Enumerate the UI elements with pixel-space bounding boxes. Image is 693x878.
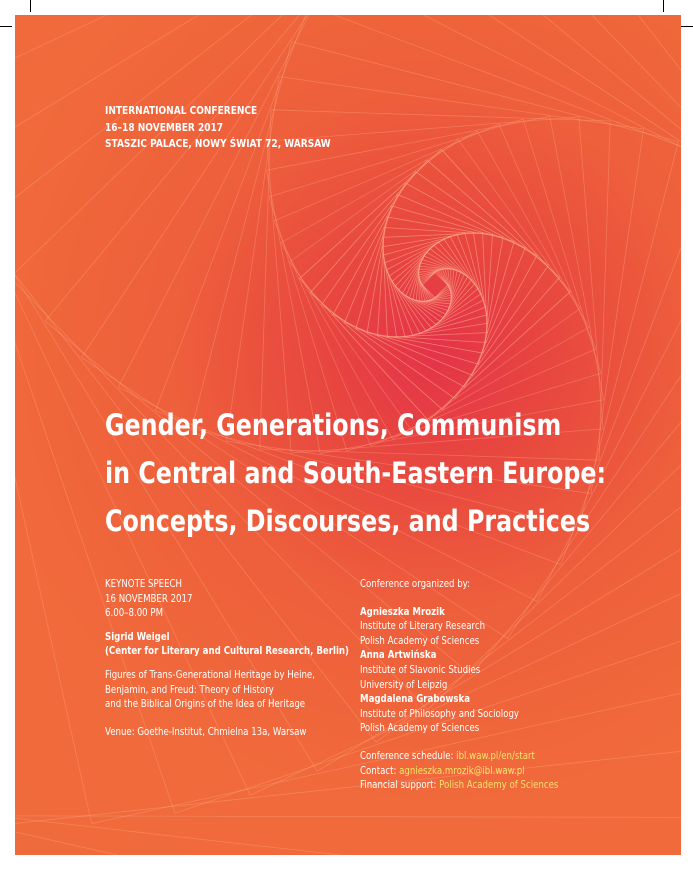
keynote-label: KEYNOTE SPEECH [105, 578, 183, 590]
title-line-3: Concepts, Discourses, and Practices [105, 504, 591, 538]
talk-title-line-2: Benjamin, and Freud: Theory of History [105, 683, 274, 696]
conference-header [105, 103, 331, 153]
spiral-square [386, 236, 483, 333]
spiral-square [402, 252, 468, 318]
spiral-square [420, 270, 451, 301]
organizer-org: Institute of Philosophy and Sociology [360, 707, 520, 720]
organizer-org: Polish Academy of Sciences [360, 634, 480, 647]
venue [105, 725, 349, 740]
keynote-column [105, 577, 349, 739]
schedule-line [360, 749, 558, 764]
crop-mark-top-left-v [30, 0, 31, 12]
support-label: Financial support: [360, 779, 437, 792]
spiral-square [333, 183, 537, 387]
support-value: Polish Academy of Sciences [439, 779, 559, 792]
spiral-square [382, 232, 487, 337]
spiral-square [281, 131, 589, 439]
crop-mark-top-right-h [681, 26, 693, 27]
spiral-square [409, 259, 460, 310]
talk-title-line-3: and the Biblical Origins of the Idea of Heritage [105, 698, 306, 711]
spiral-square [399, 249, 472, 322]
spiral-square [384, 234, 485, 335]
header-line-2: 16–18 NOVEMBER 2017 [105, 120, 224, 134]
organizer-name: Anna Artwińska [360, 649, 437, 662]
schedule-link[interactable]: ibl.waw.pl/en/start [456, 749, 535, 762]
conference-title [105, 401, 606, 545]
organizer-name: Magdalena Grabowska [360, 693, 471, 706]
keynote-date: 16 NOVEMBER 2017 [105, 592, 193, 605]
spiral-square [345, 195, 526, 376]
spiral-square [322, 172, 549, 399]
organizers-column [360, 577, 558, 793]
contact-email-link[interactable]: agnieszka.mrozik@ibl.waw.pl [399, 764, 525, 777]
venue-value: Goethe-Institut, Chmielna 13a, Warsaw [137, 725, 307, 738]
header-line-3: STASZIC PALACE, NOWY ŚWIAT 72, WARSAW [105, 137, 331, 150]
keynote-time: 6.00–8.00 PM [105, 607, 164, 620]
organizer-org: Polish Academy of Sciences [360, 722, 480, 735]
organizer-org: Institute of Literary Research [360, 620, 486, 633]
header-line-1: INTERNATIONAL CONFERENCE [105, 104, 258, 117]
crop-mark-top-left-h [0, 26, 12, 27]
poster [15, 15, 681, 855]
talk-title-line-1: Figures of Trans-Generational Heritage by Heine, [105, 668, 315, 681]
spiral-square [406, 256, 464, 314]
spiral-square [274, 124, 596, 446]
support-line [360, 778, 558, 793]
organizer-name: Agnieszka Mrozik [360, 605, 445, 618]
venue-label: Venue: [105, 725, 135, 738]
spiral-square [290, 140, 581, 431]
spiral-square [383, 233, 487, 337]
organizer-org: University of Leipzig [360, 678, 448, 691]
spiral-square [310, 160, 559, 409]
spiral-square [420, 270, 449, 299]
contact-line [360, 764, 558, 779]
spiral-square [383, 233, 487, 337]
title-line-1: Gender, Generations, Communism [105, 408, 562, 442]
spiral-square [419, 269, 452, 302]
title-line-2: in Central and South-Eastern Europe: [105, 456, 607, 490]
spiral-square [300, 150, 571, 421]
organizers-heading: Conference organized by: [360, 578, 471, 590]
contact-label: Contact: [360, 764, 397, 777]
crop-mark-top-right-v [663, 0, 664, 12]
organizer-org: Institute of Slavonic Studies [360, 663, 481, 676]
keynote-speaker: Sigrid Weigel [105, 630, 170, 643]
keynote-affiliation: (Center for Literary and Cultural Research, Berlin) [105, 645, 350, 658]
schedule-label: Conference schedule: [360, 749, 454, 762]
